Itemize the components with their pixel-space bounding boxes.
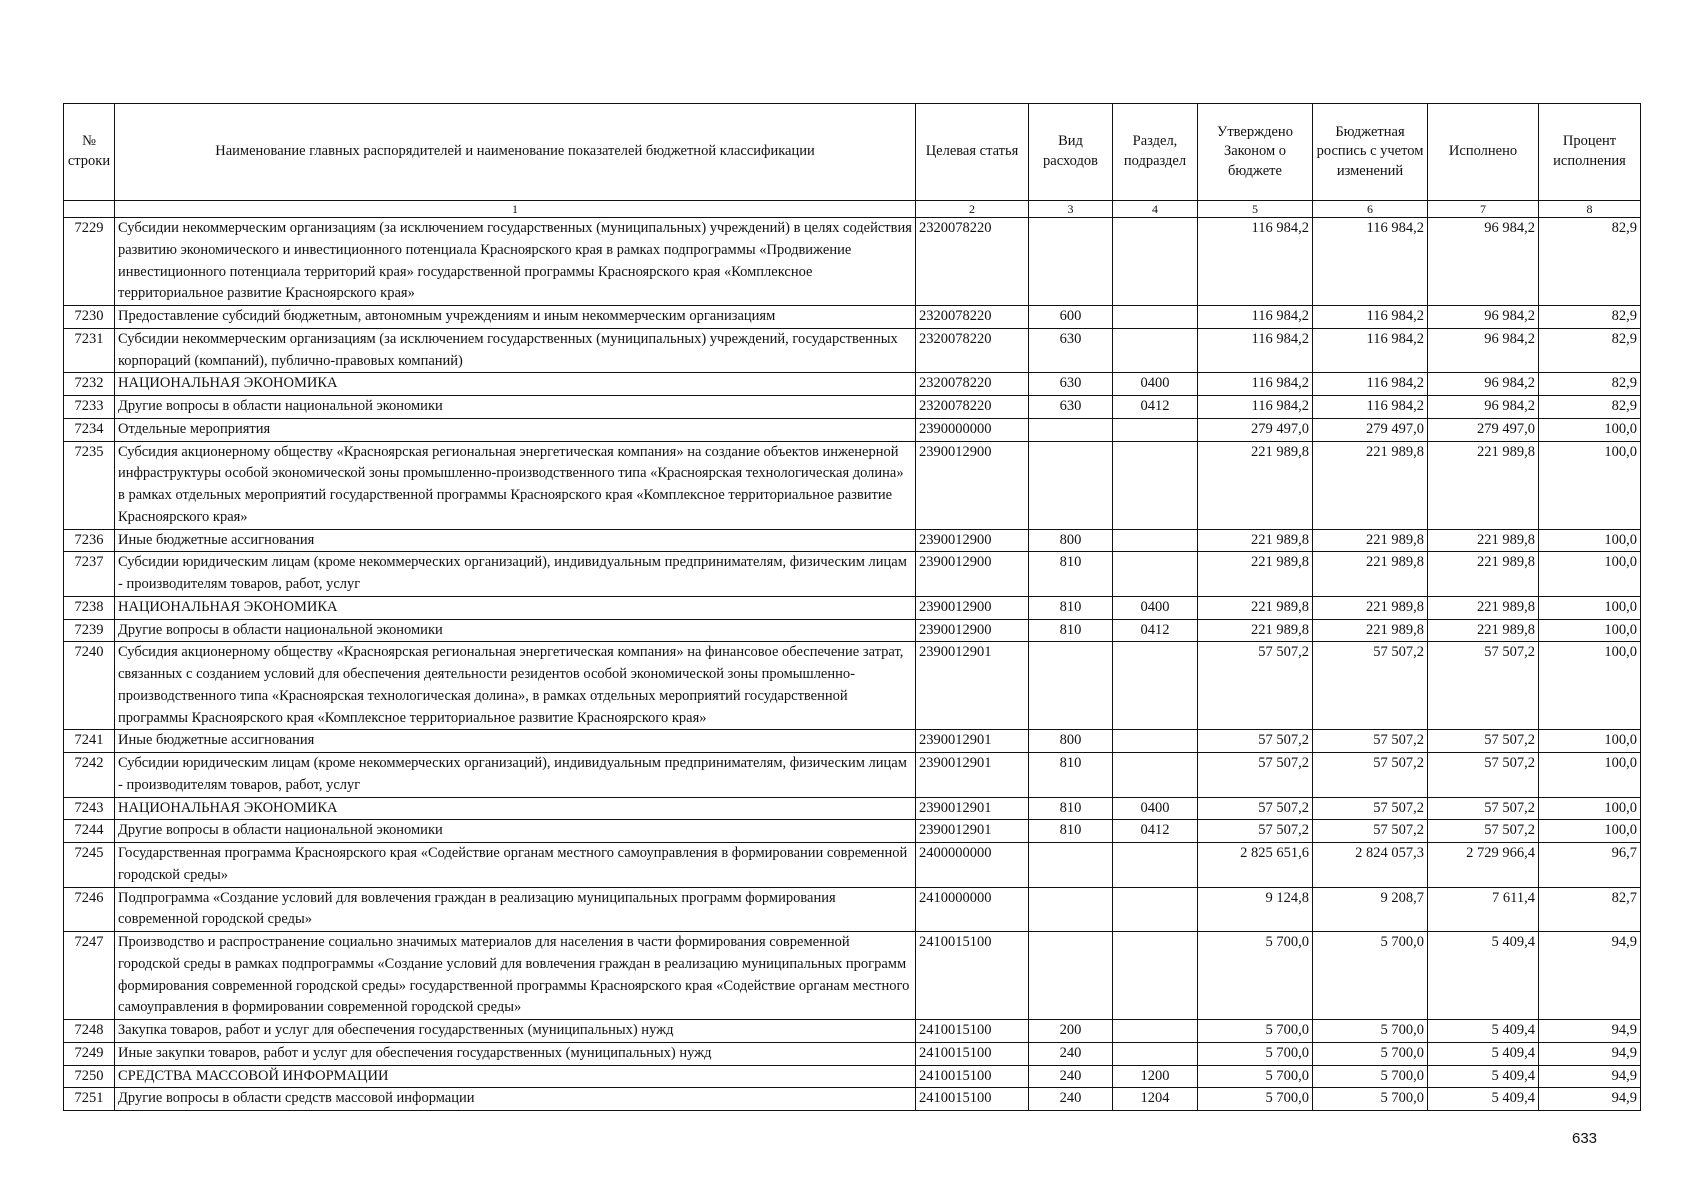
approved-amount: 2 825 651,6: [1198, 843, 1313, 888]
section-code: 0412: [1113, 396, 1198, 419]
target-article: 2390012900: [916, 596, 1029, 619]
approved-amount: 57 507,2: [1198, 753, 1313, 798]
schedule-amount: 5 700,0: [1313, 1088, 1428, 1111]
colnum: [64, 201, 115, 218]
table-row: [64, 1042, 1641, 1065]
execution-percent: 82,7: [1539, 887, 1641, 932]
expense-kind: [1029, 218, 1113, 306]
schedule-amount: 116 984,2: [1313, 328, 1428, 373]
colnum: 4: [1113, 201, 1198, 218]
section-code: [1113, 642, 1198, 730]
schedule-amount: 57 507,2: [1313, 753, 1428, 798]
target-article: 2320078220: [916, 306, 1029, 329]
table-row: [64, 619, 1641, 642]
executed-amount: 57 507,2: [1428, 797, 1539, 820]
table-row: [64, 529, 1641, 552]
header-percent: Процент исполнения: [1539, 104, 1641, 201]
expense-kind: 630: [1029, 328, 1113, 373]
expense-kind: 240: [1029, 1088, 1113, 1111]
table-header: [64, 104, 1641, 218]
expense-kind: [1029, 843, 1113, 888]
executed-amount: 96 984,2: [1428, 218, 1539, 306]
approved-amount: 221 989,8: [1198, 441, 1313, 529]
schedule-amount: 57 507,2: [1313, 642, 1428, 730]
expense-kind: 810: [1029, 596, 1113, 619]
section-code: [1113, 730, 1198, 753]
schedule-amount: 57 507,2: [1313, 820, 1428, 843]
row-name: Другие вопросы в области национальной экономики: [115, 820, 916, 843]
section-code: 0400: [1113, 373, 1198, 396]
schedule-amount: 2 824 057,3: [1313, 843, 1428, 888]
row-number: 7235: [64, 441, 115, 529]
executed-amount: 57 507,2: [1428, 642, 1539, 730]
target-article: 2320078220: [916, 218, 1029, 306]
schedule-amount: 116 984,2: [1313, 373, 1428, 396]
colnum: 6: [1313, 201, 1428, 218]
section-code: [1113, 306, 1198, 329]
execution-percent: 96,7: [1539, 843, 1641, 888]
table-row: [64, 373, 1641, 396]
row-name: Производство и распространение социально значимых материалов для населения в части формирования современной городской среды в рамках подпрограммы «Создание условий для вовлечения граждан в реализацию муниципальных программ формирования современной городской среды» государственной программы Красноярского края «Содействие органам местного самоуправления в формировании современной городской среды»: [115, 932, 916, 1020]
row-number: 7239: [64, 619, 115, 642]
row-number: 7244: [64, 820, 115, 843]
section-code: 0400: [1113, 596, 1198, 619]
executed-amount: 96 984,2: [1428, 328, 1539, 373]
section-code: 1204: [1113, 1088, 1198, 1111]
expense-kind: 240: [1029, 1042, 1113, 1065]
expense-kind: 630: [1029, 396, 1113, 419]
approved-amount: 116 984,2: [1198, 306, 1313, 329]
budget-execution-table: [63, 103, 1641, 1111]
approved-amount: 57 507,2: [1198, 820, 1313, 843]
target-article: 2390012901: [916, 753, 1029, 798]
table-row: [64, 1020, 1641, 1043]
executed-amount: 5 409,4: [1428, 1088, 1539, 1111]
header-section: Раздел, подраздел: [1113, 104, 1198, 201]
schedule-amount: 5 700,0: [1313, 1065, 1428, 1088]
table-row: [64, 441, 1641, 529]
execution-percent: 82,9: [1539, 218, 1641, 306]
execution-percent: 94,9: [1539, 1020, 1641, 1043]
target-article: 2390012901: [916, 820, 1029, 843]
executed-amount: 57 507,2: [1428, 820, 1539, 843]
target-article: 2400000000: [916, 843, 1029, 888]
row-name: Субсидии некоммерческим организациям (за исключением государственных (муниципальных) учреждений) в целях содействия развитию экономического и инвестиционного потенциала Красноярского края в рамках подпрограммы «Продвижение инвестиционного потенциала территорий края» государственной программы Красноярского края «Комплексное территориальное развитие Красноярского края»: [115, 218, 916, 306]
expense-kind: 810: [1029, 753, 1113, 798]
section-code: 0400: [1113, 797, 1198, 820]
expense-kind: 810: [1029, 619, 1113, 642]
target-article: 2390012901: [916, 797, 1029, 820]
executed-amount: 5 409,4: [1428, 1042, 1539, 1065]
expense-kind: [1029, 418, 1113, 441]
column-numbers-row: [64, 201, 1641, 218]
row-number: 7238: [64, 596, 115, 619]
execution-percent: 82,9: [1539, 373, 1641, 396]
approved-amount: 5 700,0: [1198, 1042, 1313, 1065]
row-name: НАЦИОНАЛЬНАЯ ЭКОНОМИКА: [115, 596, 916, 619]
table-row: [64, 753, 1641, 798]
row-name: Субсидии юридическим лицам (кроме некоммерческих организаций), индивидуальным предпринимателям, физическим лицам - производителям товаров, работ, услуг: [115, 552, 916, 597]
approved-amount: 5 700,0: [1198, 1088, 1313, 1111]
schedule-amount: 221 989,8: [1313, 619, 1428, 642]
row-number: 7246: [64, 887, 115, 932]
row-name: Закупка товаров, работ и услуг для обеспечения государственных (муниципальных) нужд: [115, 1020, 916, 1043]
expense-kind: 800: [1029, 730, 1113, 753]
execution-percent: 100,0: [1539, 418, 1641, 441]
schedule-amount: 9 208,7: [1313, 887, 1428, 932]
target-article: 2390012900: [916, 619, 1029, 642]
execution-percent: 82,9: [1539, 328, 1641, 373]
colnum: 2: [916, 201, 1029, 218]
approved-amount: 221 989,8: [1198, 552, 1313, 597]
executed-amount: 221 989,8: [1428, 619, 1539, 642]
executed-amount: 57 507,2: [1428, 753, 1539, 798]
execution-percent: 100,0: [1539, 820, 1641, 843]
approved-amount: 5 700,0: [1198, 932, 1313, 1020]
section-code: [1113, 843, 1198, 888]
executed-amount: 7 611,4: [1428, 887, 1539, 932]
table-row: [64, 820, 1641, 843]
table-row: [64, 932, 1641, 1020]
approved-amount: 221 989,8: [1198, 596, 1313, 619]
row-number: 7251: [64, 1088, 115, 1111]
executed-amount: 279 497,0: [1428, 418, 1539, 441]
schedule-amount: 221 989,8: [1313, 552, 1428, 597]
table-body: [64, 218, 1641, 1111]
row-name: СРЕДСТВА МАССОВОЙ ИНФОРМАЦИИ: [115, 1065, 916, 1088]
approved-amount: 116 984,2: [1198, 396, 1313, 419]
executed-amount: 57 507,2: [1428, 730, 1539, 753]
section-code: 1200: [1113, 1065, 1198, 1088]
row-number: 7229: [64, 218, 115, 306]
row-name: Иные бюджетные ассигнования: [115, 529, 916, 552]
section-code: [1113, 887, 1198, 932]
section-code: [1113, 218, 1198, 306]
row-number: 7234: [64, 418, 115, 441]
execution-percent: 100,0: [1539, 596, 1641, 619]
approved-amount: 116 984,2: [1198, 328, 1313, 373]
table-row: [64, 552, 1641, 597]
approved-amount: 57 507,2: [1198, 642, 1313, 730]
section-code: [1113, 529, 1198, 552]
target-article: 2320078220: [916, 373, 1029, 396]
execution-percent: 100,0: [1539, 552, 1641, 597]
colnum: 1: [115, 201, 916, 218]
execution-percent: 100,0: [1539, 753, 1641, 798]
schedule-amount: 5 700,0: [1313, 1020, 1428, 1043]
execution-percent: 82,9: [1539, 306, 1641, 329]
table-row: [64, 642, 1641, 730]
target-article: 2390012901: [916, 642, 1029, 730]
expense-kind: [1029, 642, 1113, 730]
approved-amount: 279 497,0: [1198, 418, 1313, 441]
row-name: Отдельные мероприятия: [115, 418, 916, 441]
section-code: [1113, 418, 1198, 441]
row-number: 7248: [64, 1020, 115, 1043]
expense-kind: 240: [1029, 1065, 1113, 1088]
section-code: [1113, 932, 1198, 1020]
schedule-amount: 221 989,8: [1313, 441, 1428, 529]
executed-amount: 5 409,4: [1428, 1065, 1539, 1088]
section-code: [1113, 328, 1198, 373]
expense-kind: [1029, 441, 1113, 529]
executed-amount: 221 989,8: [1428, 441, 1539, 529]
header-name: Наименование главных распорядителей и наименование показателей бюджетной классификации: [115, 104, 916, 201]
executed-amount: 221 989,8: [1428, 529, 1539, 552]
target-article: 2410015100: [916, 1088, 1029, 1111]
expense-kind: 600: [1029, 306, 1113, 329]
row-number: 7230: [64, 306, 115, 329]
target-article: 2410015100: [916, 1020, 1029, 1043]
target-article: 2390012900: [916, 552, 1029, 597]
schedule-amount: 57 507,2: [1313, 797, 1428, 820]
schedule-amount: 221 989,8: [1313, 596, 1428, 619]
section-code: [1113, 1042, 1198, 1065]
row-name: НАЦИОНАЛЬНАЯ ЭКОНОМИКА: [115, 797, 916, 820]
row-name: Субсидии юридическим лицам (кроме некоммерческих организаций), индивидуальным предпринимателям, физическим лицам - производителям товаров, работ, услуг: [115, 753, 916, 798]
table-row: [64, 396, 1641, 419]
table-row: [64, 887, 1641, 932]
target-article: 2410015100: [916, 932, 1029, 1020]
row-number: 7243: [64, 797, 115, 820]
row-number: 7233: [64, 396, 115, 419]
table-row: [64, 1088, 1641, 1111]
approved-amount: 57 507,2: [1198, 797, 1313, 820]
table-row: [64, 306, 1641, 329]
target-article: 2390000000: [916, 418, 1029, 441]
execution-percent: 100,0: [1539, 441, 1641, 529]
execution-percent: 100,0: [1539, 797, 1641, 820]
row-name: Другие вопросы в области национальной экономики: [115, 396, 916, 419]
target-article: 2390012900: [916, 441, 1029, 529]
approved-amount: 116 984,2: [1198, 373, 1313, 396]
row-name: Государственная программа Красноярского края «Содействие органам местного самоуправления в формировании современной городской среды»: [115, 843, 916, 888]
execution-percent: 100,0: [1539, 529, 1641, 552]
execution-percent: 94,9: [1539, 1042, 1641, 1065]
expense-kind: [1029, 932, 1113, 1020]
table-row: [64, 797, 1641, 820]
header-schedule: Бюджетная роспись с учетом изменений: [1313, 104, 1428, 201]
approved-amount: 221 989,8: [1198, 619, 1313, 642]
execution-percent: 94,9: [1539, 932, 1641, 1020]
table-row: [64, 730, 1641, 753]
approved-amount: 5 700,0: [1198, 1065, 1313, 1088]
expense-kind: 810: [1029, 552, 1113, 597]
expense-kind: 800: [1029, 529, 1113, 552]
section-code: 0412: [1113, 619, 1198, 642]
row-number: 7245: [64, 843, 115, 888]
colnum: 8: [1539, 201, 1641, 218]
row-name: Иные закупки товаров, работ и услуг для обеспечения государственных (муниципальных) нужд: [115, 1042, 916, 1065]
row-number: 7240: [64, 642, 115, 730]
section-code: 0412: [1113, 820, 1198, 843]
row-number: 7247: [64, 932, 115, 1020]
row-name: Другие вопросы в области средств массовой информации: [115, 1088, 916, 1111]
approved-amount: 221 989,8: [1198, 529, 1313, 552]
table-row: [64, 596, 1641, 619]
row-number: 7236: [64, 529, 115, 552]
row-number: 7231: [64, 328, 115, 373]
schedule-amount: 57 507,2: [1313, 730, 1428, 753]
approved-amount: 5 700,0: [1198, 1020, 1313, 1043]
schedule-amount: 116 984,2: [1313, 218, 1428, 306]
executed-amount: 96 984,2: [1428, 373, 1539, 396]
header-executed: Исполнено: [1428, 104, 1539, 201]
execution-percent: 94,9: [1539, 1088, 1641, 1111]
expense-kind: 810: [1029, 820, 1113, 843]
execution-percent: 82,9: [1539, 396, 1641, 419]
executed-amount: 5 409,4: [1428, 932, 1539, 1020]
execution-percent: 100,0: [1539, 642, 1641, 730]
row-number: 7232: [64, 373, 115, 396]
approved-amount: 116 984,2: [1198, 218, 1313, 306]
target-article: 2390012901: [916, 730, 1029, 753]
table-row: [64, 843, 1641, 888]
execution-percent: 100,0: [1539, 619, 1641, 642]
expense-kind: 200: [1029, 1020, 1113, 1043]
approved-amount: 9 124,8: [1198, 887, 1313, 932]
executed-amount: 2 729 966,4: [1428, 843, 1539, 888]
row-name: Подпрограмма «Создание условий для вовлечения граждан в реализацию муниципальных программ формирования современной городской среды»: [115, 887, 916, 932]
executed-amount: 221 989,8: [1428, 552, 1539, 597]
schedule-amount: 279 497,0: [1313, 418, 1428, 441]
colnum: 7: [1428, 201, 1539, 218]
row-name: НАЦИОНАЛЬНАЯ ЭКОНОМИКА: [115, 373, 916, 396]
expense-kind: 810: [1029, 797, 1113, 820]
executed-amount: 96 984,2: [1428, 396, 1539, 419]
section-code: [1113, 753, 1198, 798]
table-row: [64, 218, 1641, 306]
colnum: 5: [1198, 201, 1313, 218]
schedule-amount: 221 989,8: [1313, 529, 1428, 552]
row-name: Другие вопросы в области национальной экономики: [115, 619, 916, 642]
target-article: 2390012900: [916, 529, 1029, 552]
table-row: [64, 1065, 1641, 1088]
section-code: [1113, 1020, 1198, 1043]
schedule-amount: 5 700,0: [1313, 1042, 1428, 1065]
header-rowno: № строки: [64, 104, 115, 201]
expense-kind: [1029, 887, 1113, 932]
execution-percent: 94,9: [1539, 1065, 1641, 1088]
approved-amount: 57 507,2: [1198, 730, 1313, 753]
executed-amount: 5 409,4: [1428, 1020, 1539, 1043]
row-number: 7249: [64, 1042, 115, 1065]
executed-amount: 96 984,2: [1428, 306, 1539, 329]
header-article: Целевая статья: [916, 104, 1029, 201]
target-article: 2410000000: [916, 887, 1029, 932]
section-code: [1113, 552, 1198, 597]
section-code: [1113, 441, 1198, 529]
row-number: 7242: [64, 753, 115, 798]
header-approved: Утверждено Законом о бюджете: [1198, 104, 1313, 201]
schedule-amount: 116 984,2: [1313, 396, 1428, 419]
row-name: Субсидии некоммерческим организациям (за исключением государственных (муниципальных) учреждений, государственных корпораций (компаний), публично-правовых компаний): [115, 328, 916, 373]
row-number: 7241: [64, 730, 115, 753]
row-name: Предоставление субсидий бюджетным, автономным учреждениям и иным некоммерческим организациям: [115, 306, 916, 329]
executed-amount: 221 989,8: [1428, 596, 1539, 619]
target-article: 2410015100: [916, 1065, 1029, 1088]
row-number: 7250: [64, 1065, 115, 1088]
row-name: Иные бюджетные ассигнования: [115, 730, 916, 753]
header-kind: Вид расходов: [1029, 104, 1113, 201]
execution-percent: 100,0: [1539, 730, 1641, 753]
expense-kind: 630: [1029, 373, 1113, 396]
target-article: 2320078220: [916, 328, 1029, 373]
colnum: 3: [1029, 201, 1113, 218]
target-article: 2320078220: [916, 396, 1029, 419]
row-number: 7237: [64, 552, 115, 597]
table-row: [64, 418, 1641, 441]
row-name: Субсидия акционерному обществу «Красноярская региональная энергетическая компания» на создание объектов инженерной инфраструктуры особой экономической зоны промышленно-производственного типа «Красноярская технологическая долина» в рамках отдельных мероприятий государственной программы Красноярского края «Комплексное территориальное развитие Красноярского края»: [115, 441, 916, 529]
schedule-amount: 116 984,2: [1313, 306, 1428, 329]
schedule-amount: 5 700,0: [1313, 932, 1428, 1020]
table-row: [64, 328, 1641, 373]
page-number: 633: [1572, 1130, 1598, 1147]
row-name: Субсидия акционерному обществу «Красноярская региональная энергетическая компания» на финансовое обеспечение затрат, связанных с созданием условий для обеспечения деятельности резидентов особой экономической зоны промышленно-производственного типа «Красноярская технологическая долина», в рамках отдельных мероприятий государственной программы Красноярского края «Комплексное территориальное развитие Красноярского края»: [115, 642, 916, 730]
target-article: 2410015100: [916, 1042, 1029, 1065]
